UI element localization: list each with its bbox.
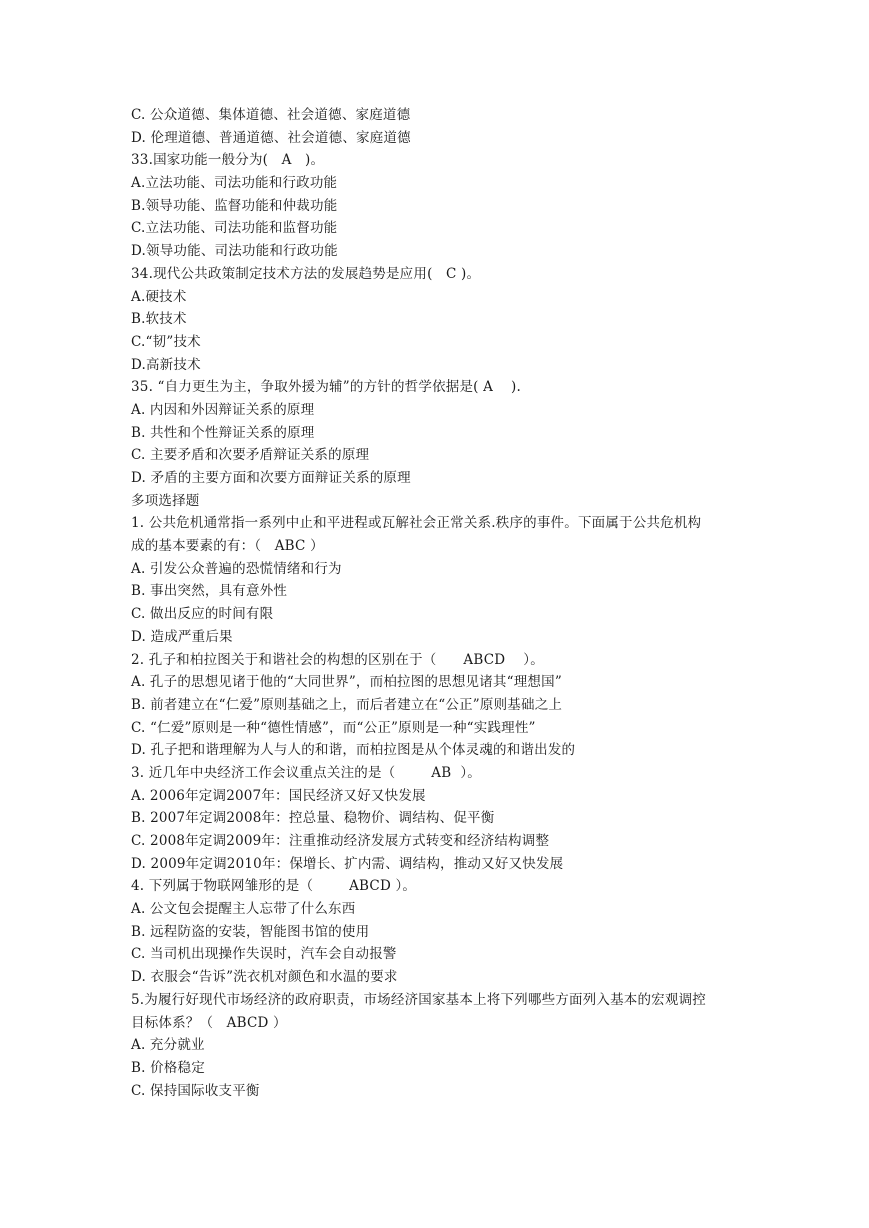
mc4-option-d: D. 衣服会“告诉”洗衣机对颜色和水温的要求: [131, 969, 398, 986]
q33-option-a: A.立法功能、司法功能和行政功能: [131, 175, 338, 192]
q35-option-c: C. 主要矛盾和次要矛盾辩证关系的原理: [131, 447, 370, 464]
option-d-morality: D. 伦理道德、普通道德、社会道德、家庭道德: [131, 129, 411, 146]
q35-option-b: B. 共性和个性辩证关系的原理: [131, 424, 315, 441]
q33-option-c: C.立法功能、司法功能和监督功能: [131, 220, 338, 237]
mc2-option-c: C. “仁爱”原则是一种“德性情感”，而“公正”原则是一种“实践理性”: [131, 719, 536, 736]
mc3-option-c: C. 2008年定调2009年：注重推动经济发展方式转变和经济结构调整: [131, 833, 550, 849]
question-34: 34.现代公共政策制定技术方法的发展趋势是应用( C )。: [131, 265, 481, 282]
q33-option-b: B.领导功能、监督功能和仲裁功能: [131, 197, 338, 214]
q34-option-b: B.软技术: [131, 311, 187, 328]
mc-question-1-cont: 成的基本要素的有：（ ABC ）: [131, 538, 324, 555]
q33-option-d: D.领导功能、司法功能和行政功能: [131, 243, 338, 260]
mc-question-5: 5.为履行好现代市场经济的政府职责，市场经济国家基本上将下列哪些方面列入基本的宏观调控: [131, 991, 706, 1008]
q35-option-d: D. 矛盾的主要方面和次要方面辩证关系的原理: [131, 470, 411, 486]
mc3-option-d: D. 2009年定调2010年：保增长、扩内需、调结构，推动又好又快发展: [131, 855, 564, 872]
mc-question-2: 2. 孔子和柏拉图关于和谐社会的构想的区别在于（ ABCD ）。: [131, 651, 544, 668]
mc4-option-b: B. 远程防盗的安装，智能图书馆的使用: [131, 923, 370, 940]
mc5-option-c: C. 保持国际收支平衡: [131, 1082, 260, 1099]
mc1-option-c: C. 做出反应的时间有限: [131, 606, 274, 623]
section-heading-multiple-choice: 多项选择题: [131, 492, 200, 509]
question-35: 35. “自力更生为主，争取外援为辅”的方针的哲学依据是( A ).: [131, 379, 521, 396]
option-c-morality: C. 公众道德、集体道德、社会道德、家庭道德: [131, 107, 411, 123]
mc4-option-a: A. 公文包会提醒主人忘带了什么东西: [131, 901, 356, 918]
mc3-option-a: A. 2006年定调2007年：国民经济又好又快发展: [131, 787, 426, 804]
mc4-option-c: C. 当司机出现操作失误时，汽车会自动报警: [131, 946, 397, 963]
mc1-option-b: B. 事出突然，具有意外性: [131, 583, 288, 600]
mc2-option-b: B. 前者建立在“仁爱”原则基础之上，而后者建立在“公正”原则基础之上: [131, 696, 563, 713]
mc2-option-a: A. 孔子的思想见诸于他的“大同世界”，而柏拉图的思想见诸其“理想国”: [131, 674, 562, 691]
q34-option-c: C.“韧”技术: [131, 333, 201, 350]
q35-option-a: A. 内因和外因辩证关系的原理: [131, 401, 315, 418]
mc-question-1: 1. 公共危机通常指一系列中止和平进程或瓦解社会正常关系.秩序的事件。下面属于公共危机构: [131, 515, 702, 532]
mc2-option-d: D. 孔子把和谐理解为人与人的和谐，而柏拉图是从个体灵魂的和谐出发的: [131, 742, 576, 759]
q34-option-a: A.硬技术: [131, 288, 187, 305]
document-body: [131, 104, 791, 1102]
mc5-option-b: B. 价格稳定: [131, 1059, 205, 1076]
mc-question-3: 3. 近几年中央经济工作会议重点关注的是（ AB ）。: [131, 764, 482, 781]
q34-option-d: D.高新技术: [131, 356, 201, 373]
mc1-option-d: D. 造成严重后果: [131, 628, 233, 645]
mc5-option-a: A. 充分就业: [131, 1037, 205, 1054]
mc3-option-b: B. 2007年定调2008年：控总量、稳物价、调结构、促平衡: [131, 810, 495, 827]
mc1-option-a: A. 引发公众普遍的恐慌情绪和行为: [131, 560, 342, 577]
mc-question-4: 4. 下列属于物联网雏形的是（ ABCD ）。: [131, 878, 417, 895]
question-33: 33.国家功能一般分为( A )。: [131, 152, 325, 169]
mc-question-5-cont: 目标体系？（ ABCD ）: [131, 1014, 287, 1031]
